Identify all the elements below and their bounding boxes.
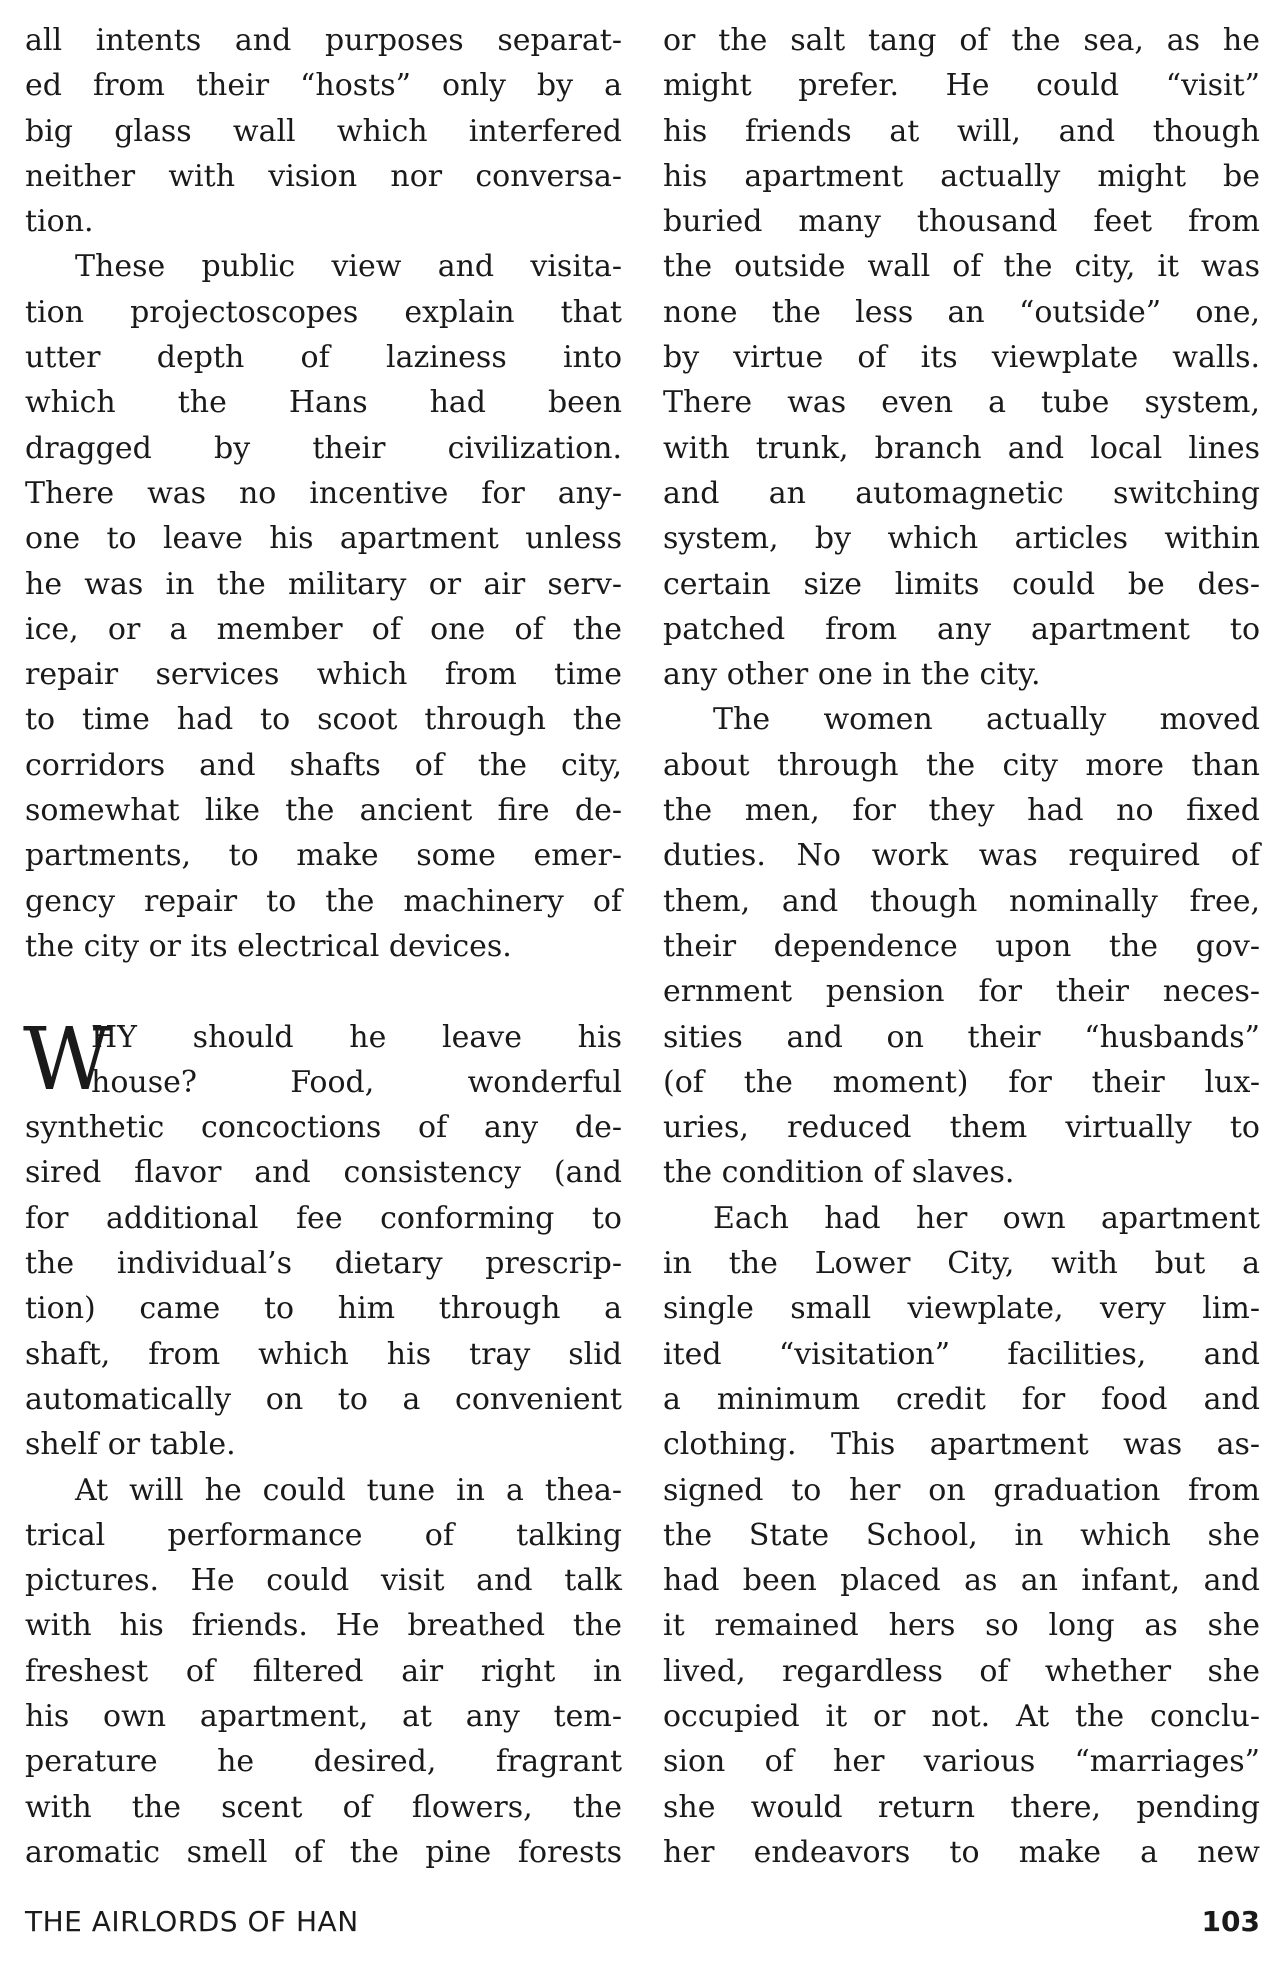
text-line: shaft, from which his tray slid — [25, 1336, 622, 1372]
text-line: one to leave his apartment unless — [25, 521, 622, 557]
text-line: his friends at will, and though — [663, 113, 1260, 149]
text-line: neither with vision nor conversa- — [25, 158, 622, 194]
paragraph — [25, 18, 622, 244]
text-line: sired flavor and consistency (and — [25, 1155, 622, 1191]
text-line: he was in the military or air serv- — [25, 566, 622, 602]
text-line: all intents and purposes separat- — [25, 23, 622, 58]
text-line: the individual’s dietary prescrip- — [25, 1246, 622, 1282]
text-line: a minimum credit for food and — [663, 1381, 1260, 1417]
text-line: which the Hans had been — [25, 385, 622, 421]
text-line: repair services which from time — [25, 657, 622, 693]
text-line: somewhat like the ancient fire de- — [25, 793, 622, 829]
paragraph — [25, 244, 622, 969]
text-line: for additional fee conforming to — [25, 1200, 622, 1236]
text-line: might prefer. He could “visit” — [663, 68, 1260, 104]
text-line: ernment pension for their neces- — [663, 974, 1260, 1010]
text-line: with trunk, branch and local lines — [663, 430, 1260, 466]
text-line: HY should he leave his — [91, 1019, 622, 1055]
text-line: house? Food, wonderful — [91, 1064, 622, 1100]
text-line: freshest of filtered air right in — [25, 1653, 622, 1689]
text-line: shelf or table. — [25, 1427, 236, 1463]
text-line: in the Lower City, with but a — [663, 1246, 1260, 1282]
text-line: certain size limits could be des- — [663, 566, 1260, 602]
drop-cap: W — [23, 1009, 112, 1110]
text-line: duties. No work was required of — [663, 838, 1260, 874]
text-line: patched from any apartment to — [663, 611, 1260, 647]
page-number: 103 — [1201, 1905, 1260, 1938]
text-line: dragged by their civilization. — [25, 430, 622, 466]
text-line: or the salt tang of the sea, as he — [663, 23, 1260, 58]
text-line: occupied it or not. At the conclu- — [663, 1698, 1260, 1734]
text-line: automatically on to a convenient — [25, 1381, 622, 1417]
paragraph — [663, 1196, 1260, 1875]
text-line: (of the moment) for their lux- — [663, 1064, 1260, 1100]
text-line: big glass wall which interfered — [25, 113, 622, 149]
text-line: the condition of slaves. — [663, 1155, 1015, 1191]
text-line: sion of her various “marriages” — [663, 1744, 1260, 1780]
text-line: had been placed as an infant, and — [663, 1563, 1260, 1599]
text-line: At will he could tune in a thea- — [75, 1472, 622, 1508]
text-line: single small viewplate, very lim- — [663, 1291, 1260, 1327]
text-line: with his friends. He breathed the — [25, 1608, 622, 1644]
text-line: none the less an “outside” one, — [663, 294, 1260, 330]
text-line: The women actually moved — [713, 702, 1260, 738]
text-line: Each had her own apartment — [713, 1200, 1260, 1236]
text-line: ed from their “hosts” only by a — [25, 68, 622, 104]
text-line: These public view and visita- — [75, 249, 622, 285]
paragraph — [663, 18, 1260, 697]
text-line: gency repair to the machinery of — [25, 883, 622, 919]
text-line: her endeavors to make a new — [663, 1834, 1260, 1870]
text-line: synthetic concoctions of any de- — [25, 1110, 622, 1146]
text-line: There was even a tube system, — [663, 385, 1260, 421]
text-line: about through the city more than — [663, 747, 1260, 783]
text-line: them, and though nominally free, — [663, 883, 1260, 919]
text-line: the State School, in which she — [663, 1517, 1260, 1553]
text-line: the outside wall of the city, it was — [663, 249, 1260, 285]
text-line: to time had to scoot through the — [25, 702, 622, 738]
text-line: utter depth of laziness into — [25, 340, 622, 376]
text-line: signed to her on graduation from — [663, 1472, 1260, 1508]
text-line: system, by which articles within — [663, 521, 1260, 557]
left-column — [25, 18, 622, 1875]
page-footer — [25, 1902, 1260, 1942]
paragraph — [23, 1009, 622, 1468]
text-line: it remained hers so long as she — [663, 1608, 1260, 1644]
text-line: There was no incentive for any- — [25, 475, 622, 511]
text-line: tion. — [25, 204, 94, 240]
text-line: uries, reduced them virtually to — [663, 1110, 1260, 1146]
right-column — [663, 18, 1260, 1875]
text-line: ice, or a member of one of the — [25, 611, 622, 647]
running-title: THE AIRLORDS OF HAN — [25, 1905, 359, 1938]
text-line: ited “visitation” facilities, and — [663, 1336, 1260, 1372]
text-line: any other one in the city. — [663, 657, 1041, 693]
text-line: perature he desired, fragrant — [25, 1744, 622, 1780]
text-line: their dependence upon the gov- — [663, 928, 1260, 964]
text-line: by virtue of its viewplate walls. — [663, 340, 1260, 376]
text-line: his apartment actually might be — [663, 158, 1260, 194]
paragraph — [25, 1468, 622, 1876]
text-line: aromatic smell of the pine forests — [25, 1834, 622, 1870]
text-line: with the scent of flowers, the — [25, 1789, 622, 1825]
text-line: corridors and shafts of the city, — [25, 747, 622, 783]
text-line: clothing. This apartment was as- — [663, 1427, 1260, 1463]
text-line: lived, regardless of whether she — [663, 1653, 1260, 1689]
text-line: sities and on their “husbands” — [663, 1019, 1260, 1055]
paragraph — [663, 697, 1260, 1195]
text-line: buried many thousand feet from — [663, 204, 1260, 240]
text-line: his own apartment, at any tem- — [25, 1698, 622, 1734]
text-line: the city or its electrical devices. — [25, 928, 512, 964]
text-line: tion projectoscopes explain that — [25, 294, 622, 330]
text-line: pictures. He could visit and talk — [25, 1563, 622, 1599]
text-line: the men, for they had no fixed — [663, 793, 1260, 829]
text-line: partments, to make some emer- — [25, 838, 622, 874]
text-line: and an automagnetic switching — [663, 475, 1260, 511]
text-line: tion) came to him through a — [25, 1291, 622, 1327]
text-line: trical performance of talking — [25, 1517, 622, 1553]
text-line: she would return there, pending — [663, 1789, 1260, 1825]
